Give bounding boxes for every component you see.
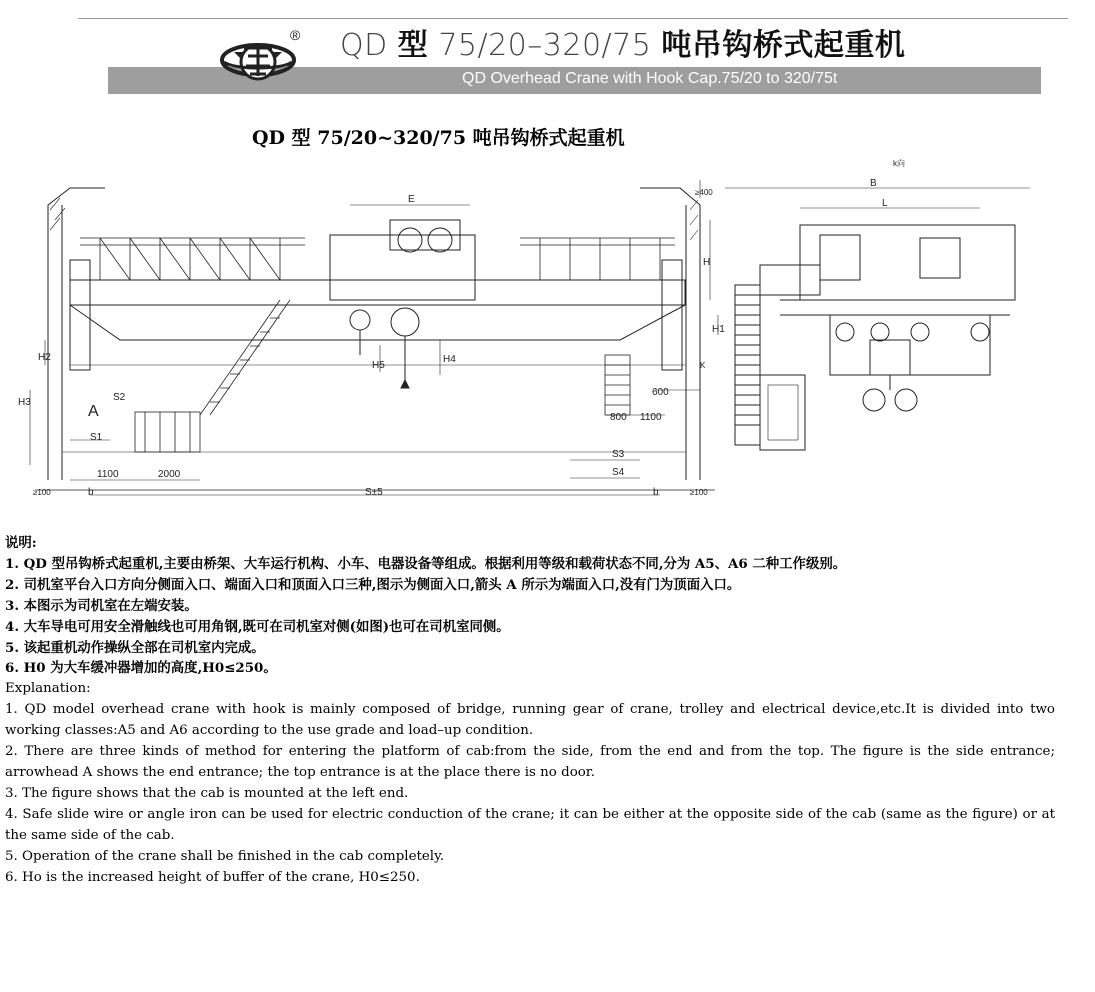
- cab-ladder: [605, 355, 630, 415]
- notes-en-heading: Explanation:: [5, 681, 91, 697]
- label-min400: ≥400: [695, 188, 713, 197]
- label-b-right: b: [653, 487, 659, 498]
- label-k-view: k向: [893, 159, 905, 168]
- page-header: [0, 0, 1095, 100]
- crane-drawing: [0, 150, 1095, 510]
- note-zh-4: 4. 大车导电可用安全滑触线也可用角钢,既可在司机室对侧(如图)也可在司机室同侧。: [5, 618, 510, 635]
- label-H1: H1: [712, 324, 725, 335]
- explanation-notes: [5, 533, 1055, 888]
- note-zh-2: 2. 司机室平台入口方向分侧面入口、端面入口和顶面入口三种,图示为侧面入口,箭头 A 所示为端面入口,没有门为顶面入口。: [5, 576, 741, 593]
- label-K: K: [700, 361, 706, 370]
- header-top-rule: [78, 18, 1068, 19]
- header-title: [340, 20, 905, 64]
- label-H4: H4: [443, 354, 456, 365]
- label-E: E: [408, 194, 415, 205]
- label-B: B: [870, 178, 877, 189]
- note-en-1: 1. QD model overhead crane with hook is mainly composed of bridge, running gear of crane, trolley and electrical device,etc.It is divided into two working classes:A5 and A6 according to the use grade and load–up condition.: [5, 702, 1055, 739]
- title-type: 型: [397, 28, 429, 63]
- label-600: 600: [652, 387, 669, 398]
- note-zh-6: 6. H0 为大车缓冲器增加的高度,H0≤250。: [5, 660, 277, 677]
- bridge-girder: [70, 260, 685, 370]
- note-zh-5: 5. 该起重机动作操纵全部在司机室内完成。: [5, 639, 265, 656]
- note-en-3: 3. The figure shows that the cab is mounted at the left end.: [5, 785, 409, 801]
- label-b-left: b: [88, 487, 94, 498]
- note-en-2: 2. There are three kinds of method for entering the platform of cab:from the side, from the end and from the top. The figure is the side entrance; arrowhead A shows the end entrance; the top entrance is at the place there is no door.: [5, 744, 1055, 780]
- side-view: [710, 188, 1030, 450]
- label-A: A: [88, 403, 99, 420]
- label-S1: S1: [90, 432, 103, 443]
- header-subtitle: QD Overhead Crane with Hook Cap.75/20 to 320/75t: [462, 70, 838, 87]
- label-H5: H5: [372, 360, 385, 371]
- title-name: 吨吊钩桥式起重机: [661, 28, 906, 63]
- registered-mark: ®: [290, 27, 301, 43]
- drawing-labels: [18, 158, 905, 498]
- title-range: 75/20–320/75: [438, 28, 652, 63]
- label-min100-right: ≥100: [690, 488, 708, 497]
- label-S3: S3: [612, 449, 625, 460]
- notes-zh-heading: 说明:: [5, 535, 37, 551]
- label-L: L: [882, 198, 888, 209]
- label-span: S±5: [365, 487, 383, 498]
- company-logo: [220, 22, 316, 88]
- note-zh-3: 3. 本图示为司机室在左端安装。: [5, 597, 198, 614]
- note-en-4: 4. Safe slide wire or angle iron can be used for electric conduction of the crane; it can be either at the opposite side of the cab (same as the figure) or at the same side of the cab.: [5, 806, 1055, 843]
- label-S4: S4: [612, 467, 625, 478]
- note-zh-1: 1. QD 型吊钩桥式起重机,主要由桥架、大车运行机构、小车、电器设备等组成。根据利用等级和载荷状态不同,分为 A5、A6 二种工作级别。: [5, 555, 847, 572]
- note-en-5: 5. Operation of the crane shall be finished in the cab completely.: [5, 848, 445, 864]
- label-1100-right: 1100: [640, 412, 662, 423]
- label-1100-left: 1100: [97, 469, 119, 480]
- title-prefix: QD: [340, 28, 388, 63]
- access-stair: [135, 300, 290, 452]
- dimension-lines: [30, 180, 700, 495]
- drawing-title: QD 型 75/20~320/75 吨吊钩桥式起重机: [252, 127, 625, 149]
- label-S2: S2: [113, 392, 126, 403]
- note-en-6: 6. Ho is the increased height of buffer of the crane, H0≤250.: [5, 869, 420, 885]
- label-H3: H3: [18, 397, 31, 408]
- label-min100-left: ≥100: [33, 488, 51, 497]
- label-H2: H2: [38, 352, 51, 363]
- label-2000: 2000: [158, 469, 181, 480]
- walkway-railings: [80, 238, 675, 280]
- label-800: 800: [610, 412, 627, 423]
- label-H: H: [703, 257, 711, 268]
- building-outline: [35, 188, 715, 490]
